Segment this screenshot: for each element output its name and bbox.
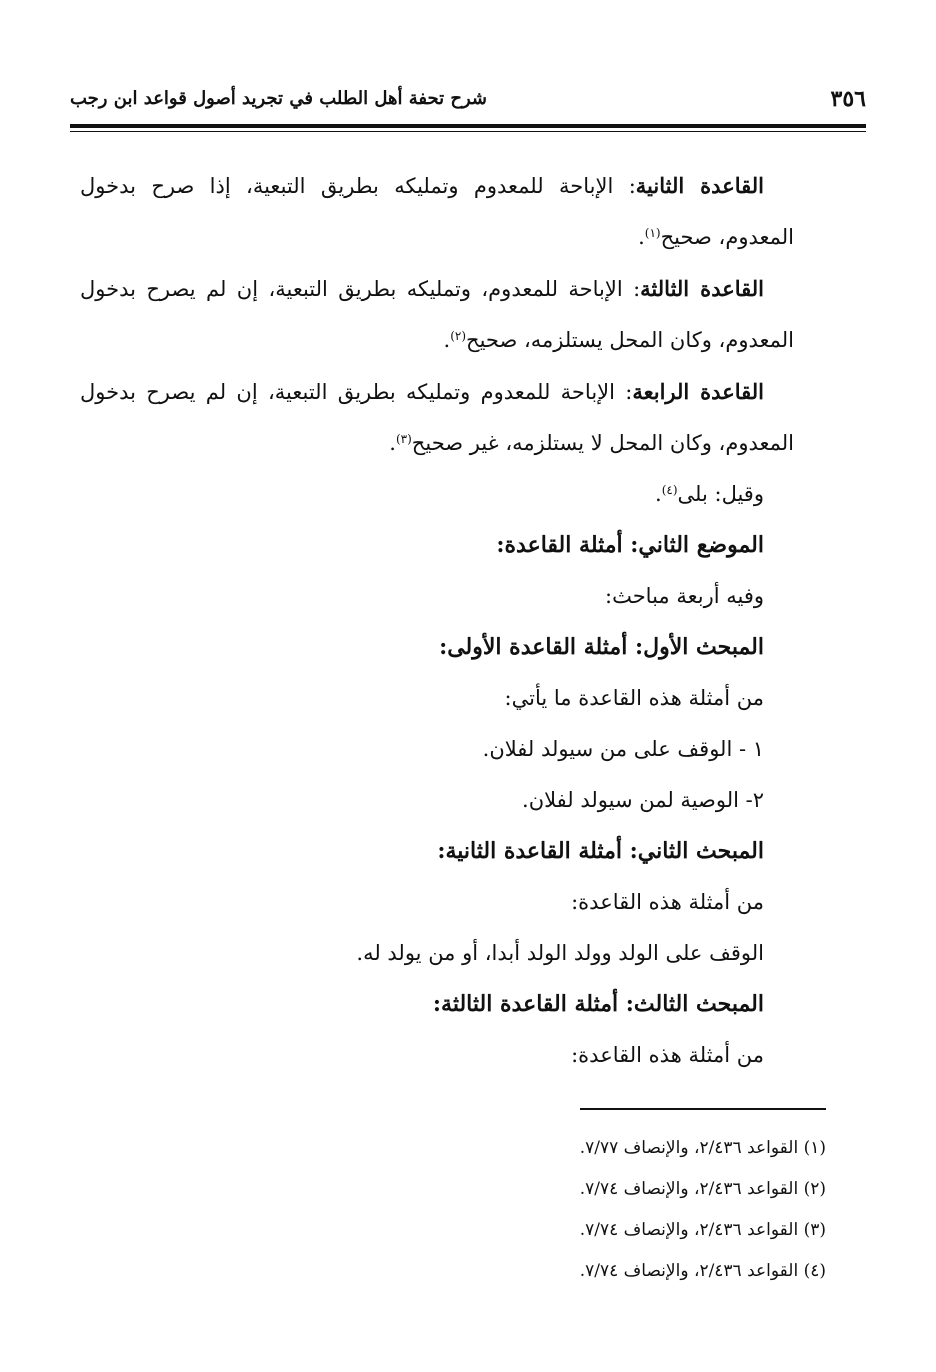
header-rule-thin	[70, 131, 866, 132]
topic-1-heading: المبحث الأول: أمثلة القاعدة الأولى:	[439, 634, 764, 660]
footnote-3: (٣) القواعد ٢/٤٣٦، والإنصاف ٧/٧٤.	[579, 1220, 826, 1240]
rule-text: : الإباحة للمعدوم وتمليكه بطريق التبعية، إذا صرح بدخول المعدوم، صحيح	[80, 174, 794, 249]
paragraph-rule-4: القاعدة الرابعة: الإباحة للمعدوم وتمليكه بطريق التبعية، إن لم يصرح بدخول المعدوم، وكان المحل لا يستلزمه، غير صحيح$^{(٣)}$.	[80, 379, 794, 455]
header-rule	[70, 124, 866, 128]
section-intro: وفيه أربعة مباحث:	[605, 584, 764, 608]
page-number: ٣٥٦	[830, 86, 866, 112]
rule-label: القاعدة الرابعة	[632, 379, 764, 404]
alt-opinion-text: وقيل: بلى	[677, 482, 764, 506]
footnote-1: (١) القواعد ٢/٤٣٦، والإنصاف ٧/٧٧.	[579, 1138, 826, 1158]
topic-1-item-2: ٢- الوصية لمن سيولد لفلان.	[522, 788, 764, 812]
footnote-ref[interactable]: (١)	[644, 226, 661, 240]
paragraph-rule-2: القاعدة الثانية: الإباحة للمعدوم وتمليكه بطريق التبعية، إذا صرح بدخول المعدوم، صحيح$^{(١)}$.	[80, 173, 794, 249]
footnotes	[400, 1128, 826, 1292]
footnote-ref[interactable]: (٤)	[661, 483, 678, 497]
topic-2-intro: من أمثلة هذه القاعدة:	[571, 890, 764, 914]
paragraph-alt-opinion: وقيل: بلى$^{(٤)}$.	[655, 482, 764, 506]
rule-label: القاعدة الثانية	[635, 173, 764, 198]
running-title: شرح تحفة أهل الطلب في تجريد أصول قواعد ابن رجب	[70, 88, 488, 109]
topic-2-example: الوقف على الولد وولد الولد أبدا، أو من يولد له.	[356, 941, 764, 965]
topic-1-intro: من أمثلة هذه القاعدة ما يأتي:	[504, 686, 764, 710]
page-header	[70, 86, 866, 120]
topic-2-heading: المبحث الثاني: أمثلة القاعدة الثانية:	[437, 838, 764, 864]
rule-text: : الإباحة للمعدوم وتمليكه بطريق التبعية، إن لم يصرح بدخول المعدوم، وكان المحل لا يستلزمه، غير صحيح	[80, 380, 794, 455]
paragraph-rule-3: القاعدة الثالثة: الإباحة للمعدوم، وتمليكه بطريق التبعية، إن لم يصرح بدخول المعدوم، وكان المحل يستلزمه، صحيح$^{(٢)}$.	[80, 276, 794, 352]
footnote-4: (٤) القواعد ٢/٤٣٦، والإنصاف ٧/٧٤.	[579, 1261, 826, 1281]
section-heading: الموضع الثاني: أمثلة القاعدة:	[496, 532, 764, 558]
footnote-separator	[580, 1108, 826, 1110]
footnote-2: (٢) القواعد ٢/٤٣٦، والإنصاف ٧/٧٤.	[579, 1179, 826, 1199]
topic-3-intro: من أمثلة هذه القاعدة:	[571, 1043, 764, 1067]
main-text	[80, 160, 794, 1081]
footnote-ref[interactable]: (٢)	[450, 329, 467, 343]
topic-3-heading: المبحث الثالث: أمثلة القاعدة الثالثة:	[432, 991, 764, 1017]
rule-text: : الإباحة للمعدوم، وتمليكه بطريق التبعية، إن لم يصرح بدخول المعدوم، وكان المحل يستلزمه، صحيح	[80, 277, 794, 352]
rule-label: القاعدة الثالثة	[640, 276, 764, 301]
footnote-ref[interactable]: (٣)	[395, 432, 412, 446]
topic-1-item-1: ١ - الوقف على من سيولد لفلان.	[482, 737, 764, 761]
